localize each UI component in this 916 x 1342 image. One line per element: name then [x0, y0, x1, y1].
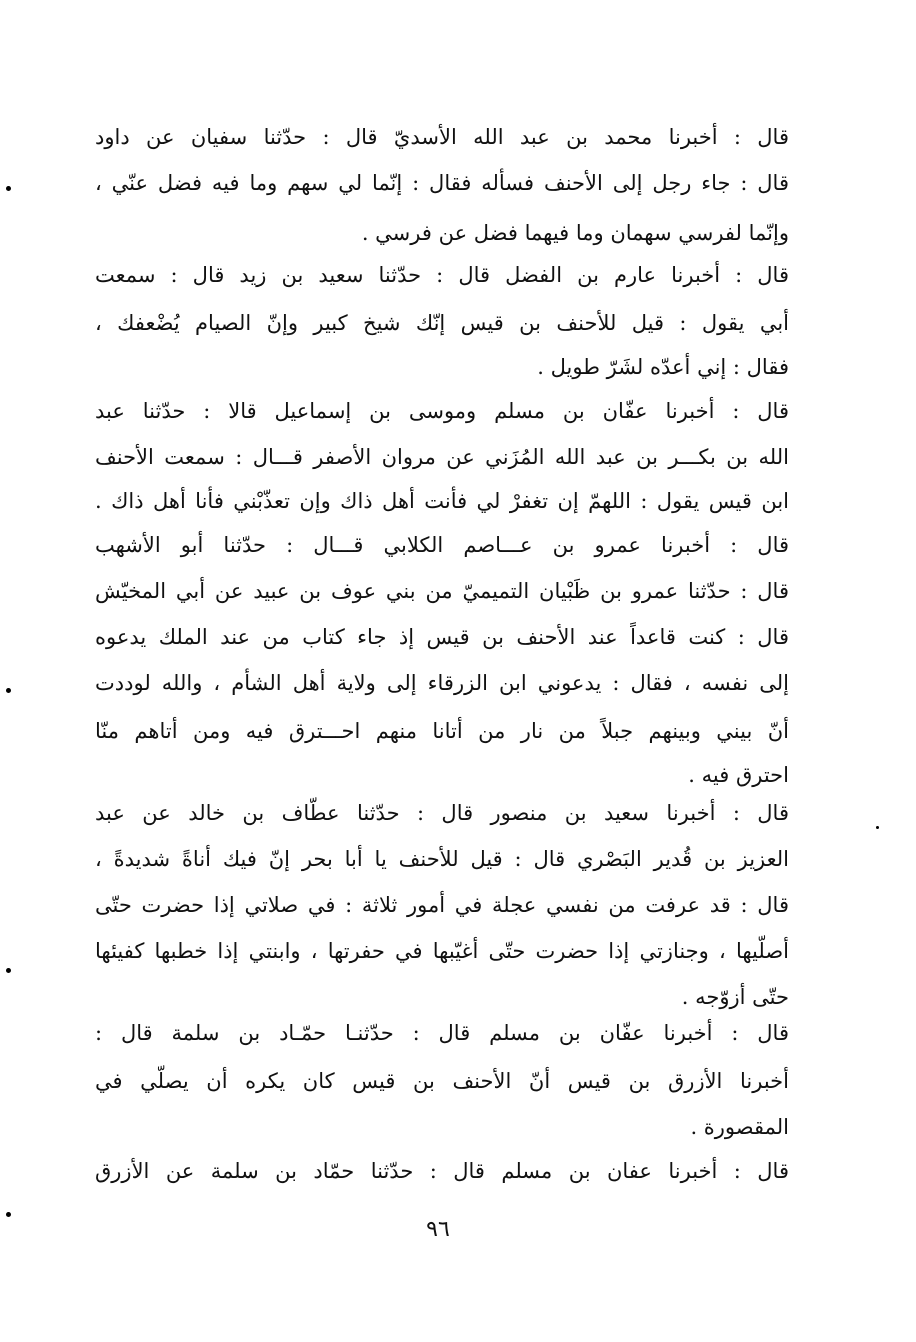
- text-line-13: إلى نفسه ، فقال : يدعوني ابن الزرقاء إلى ولاية أهل الشأم ، والله لوددت: [95, 671, 789, 695]
- text-line-7: قال : أخبرنا عفّان بن مسلم وموسى بن إسماعيل قالا : حدّثنا عبد: [95, 399, 789, 423]
- text-line-19: أصلّيها ، وجنازتي إذا حضرت حتّى أغيّبها في حفرتها ، وابنتي إذا خطبها كفيئها: [95, 939, 789, 963]
- text-line-6: فقال : إني أعدّه لشَرّ طويل .: [537, 355, 789, 379]
- text-line-11: قال : حدّثنا عمرو بن ظَبْيان التميميّ من بني عوف بن عبيد عن أبي المخيّش: [95, 579, 789, 603]
- scan-speck: [6, 968, 11, 973]
- text-line-14: أنّ بيني وبينهم جبلاً من نار من أتانا منهم احـــترق فيه ومن أتاهم منّا: [95, 719, 789, 743]
- text-line-5: أبي يقول : قيل للأحنف بن قيس إنّك شيخ كبير وإنّ الصيام يُضْعفك ،: [95, 311, 789, 335]
- text-line-3: وإنّما لفرسي سهمان وما فيهما فضل عن فرسي .: [361, 221, 789, 245]
- text-line-18: قال : قد عرفت من نفسي عجلة في أمور ثلاثة : في صلاتي إذا حضرت حتّى: [95, 893, 789, 917]
- scan-speck: [876, 826, 879, 829]
- text-line-9: ابن قيس يقول : اللهمّ إن تغفرْ لي فأنت أهل ذاك وإن تعذّبْني فأنا أهل ذاك .: [95, 489, 789, 513]
- text-line-24: قال : أخبرنا عفان بن مسلم قال : حدّثنا حمّاد بن سلمة عن الأزرق: [95, 1159, 789, 1183]
- text-line-21: قال : أخبرنا عفّان بن مسلم قال : حدّثنـا حمّـاد بن سلمة قال :: [95, 1021, 789, 1045]
- page-number: ٩٦: [426, 1217, 450, 1242]
- text-line-15: احترق فيه .: [688, 763, 789, 787]
- text-line-17: العزيز بن قُدير البَصْري قال : قيل للأحنف يا أبا بحر إنّ فيك أناةً شديدةً ،: [95, 847, 789, 871]
- text-line-4: قال : أخبرنا عارم بن الفضل قال : حدّثنا سعيد بن زيد قال : سمعت: [95, 263, 789, 287]
- text-line-1: قال : أخبرنا محمد بن عبد الله الأسديّ قال : حدّثنا سفيان عن داود: [95, 125, 789, 149]
- text-line-12: قال : كنت قاعداً عند الأحنف بن قيس إذ جاء كتاب من عند الملك يدعوه: [95, 625, 789, 649]
- text-line-16: قال : أخبرنا سعيد بن منصور قال : حدّثنا عطّاف بن خالد عن عبد: [95, 801, 789, 825]
- scan-speck: [6, 688, 11, 693]
- scan-speck: [6, 186, 11, 191]
- text-line-22: أخبرنا الأزرق بن قيس أنّ الأحنف بن قيس كان يكره أن يصلّي في: [95, 1069, 789, 1093]
- text-line-2: قال : جاء رجل إلى الأحنف فسأله فقال : إنّما لي سهم وما فيه فضل عنّي ،: [95, 171, 789, 195]
- scan-speck: [6, 1212, 11, 1217]
- text-line-10: قال : أخبرنا عمرو بن عـــاصم الكلابي قـــال : حدّثنا أبو الأشهب: [95, 533, 789, 557]
- text-line-23: المقصورة .: [690, 1115, 789, 1139]
- text-line-20: حتّى أزوّجه .: [681, 985, 789, 1009]
- text-line-8: الله بن بكـــر بن عبد الله المُزَني عن مروان الأصفر قـــال : سمعت الأحنف: [95, 445, 789, 469]
